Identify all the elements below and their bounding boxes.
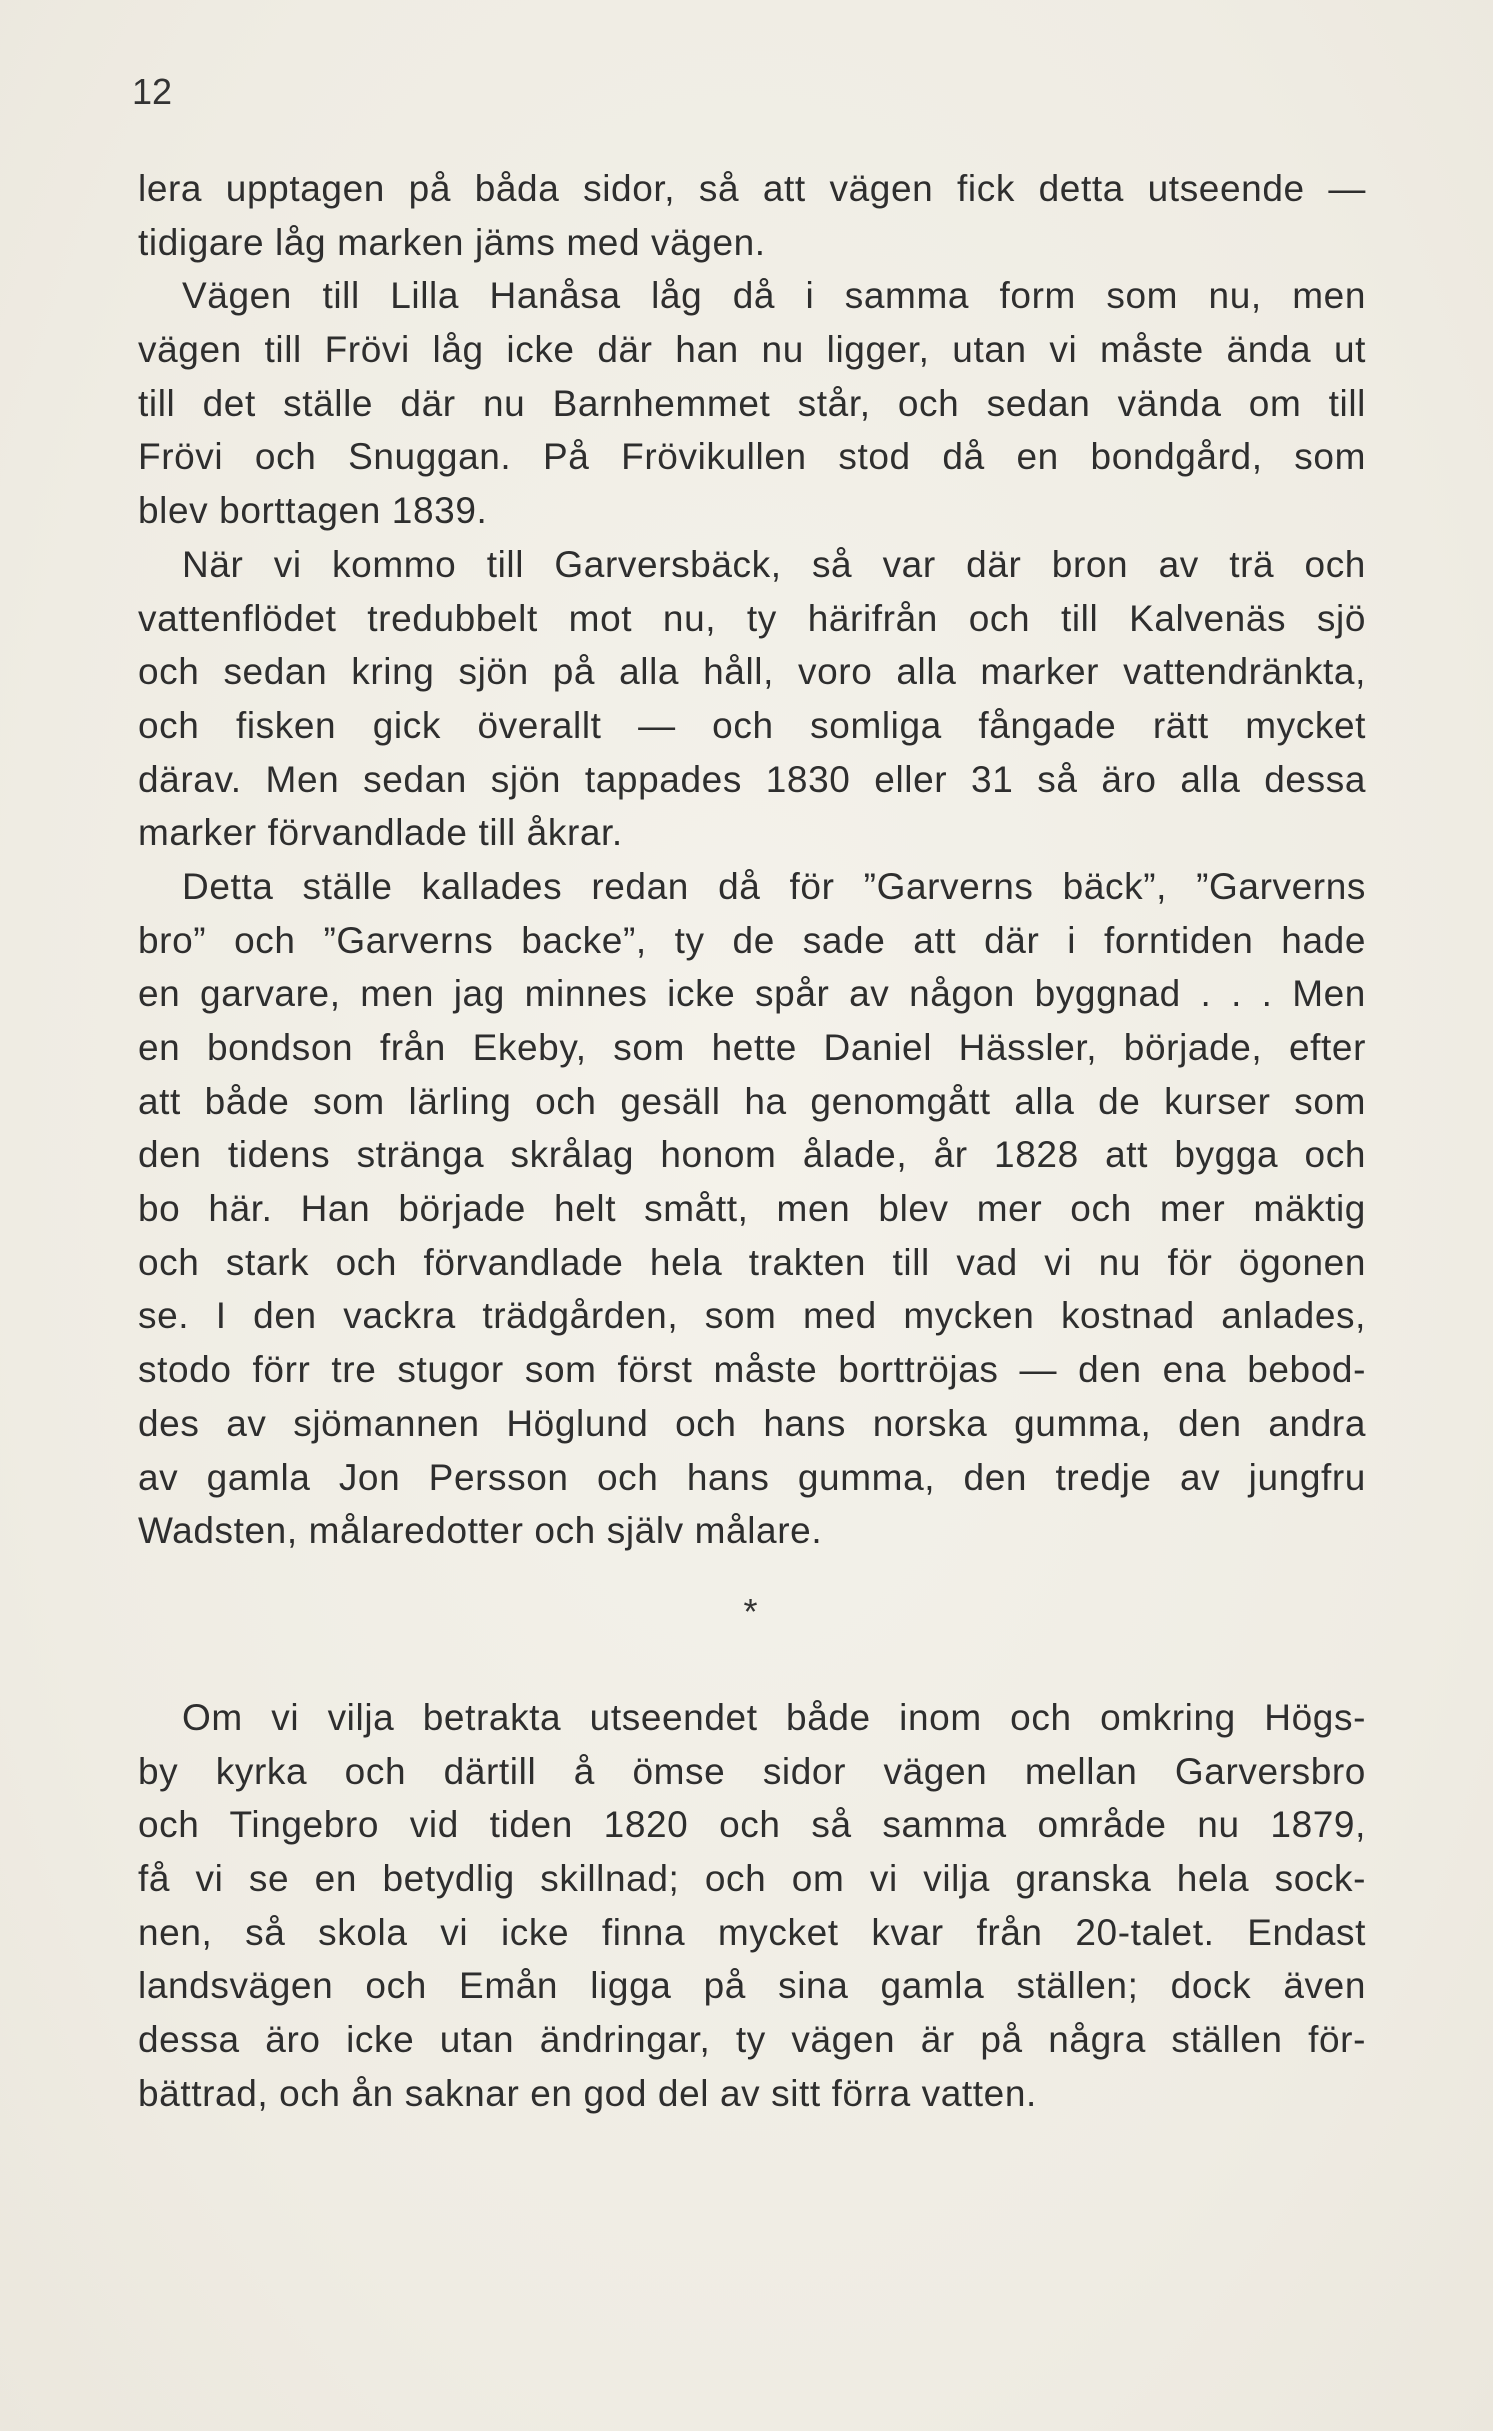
page-number: 12 <box>132 71 173 112</box>
text-line: Frövi och Snuggan. På Frövikullen stod då en bondgård, som <box>138 436 1366 478</box>
text-line: se. I den vackra trädgården, som med mycken kostnad anlades, <box>138 1295 1366 1337</box>
text-line: den tidens stränga skrålag honom ålade, år 1828 att bygga och <box>138 1134 1366 1176</box>
text-line: stodo förr tre stugor som först måste borttröjas — den ena bebod- <box>138 1349 1366 1391</box>
text-line: Detta ställe kallades redan då för ”Garverns bäck”, ”Garverns <box>182 865 1366 907</box>
text-line: Wadsten, målaredotter och själv målare. <box>138 1510 823 1552</box>
text-line: vägen till Frövi låg icke där han nu ligger, utan vi måste ända ut <box>138 329 1366 371</box>
text-line: av gamla Jon Persson och hans gumma, den tredje av jungfru <box>138 1456 1366 1498</box>
text-line: och stark och förvandlade hela trakten till vad vi nu för ögonen <box>138 1241 1366 1283</box>
text-line: dessa äro icke utan ändringar, ty vägen är på några ställen för- <box>138 2019 1366 2061</box>
text-line: bättrad, och ån saknar en god del av sitt förra vatten. <box>138 2072 1037 2114</box>
text-line: nen, så skola vi icke finna mycket kvar från 20-talet. Endast <box>138 1911 1366 1953</box>
text-section-1 <box>138 162 1366 1558</box>
text-line: marker förvandlade till åkrar. <box>138 812 623 854</box>
text-line: bo här. Han började helt smått, men blev mer och mer mäktig <box>138 1188 1366 1230</box>
text-line: och Tingebro vid tiden 1820 och så samma område nu 1879, <box>138 1804 1366 1846</box>
text-line: När vi kommo till Garversbäck, så var där bron av trä och <box>182 543 1366 585</box>
text-line: vattenflödet tredubbelt mot nu, ty härifrån och till Kalvenäs sjö <box>138 597 1366 639</box>
text-line: få vi se en betydlig skillnad; och om vi vilja granska hela sock- <box>138 1858 1366 1900</box>
text-line: en garvare, men jag minnes icke spår av någon byggnad . . . Men <box>138 973 1366 1015</box>
text-line: blev borttagen 1839. <box>138 490 488 532</box>
text-line: till det ställe där nu Barnhemmet står, och sedan vända om till <box>138 382 1366 424</box>
text-line: lera upptagen på båda sidor, så att vägen fick detta utseende — <box>138 168 1366 209</box>
section-separator-asterisk: * <box>743 1591 758 1632</box>
text-line: Om vi vilja betrakta utseendet både inom och omkring Högs- <box>182 1697 1366 1738</box>
text-line: Vägen till Lilla Hanåsa låg då i samma form som nu, men <box>182 275 1366 317</box>
text-line: att både som lärling och gesäll ha genomgått alla de kurser som <box>138 1080 1366 1122</box>
text-line: bro” och ”Garverns backe”, ty de sade att där i forntiden hade <box>138 919 1366 961</box>
text-line: by kyrka och därtill å ömse sidor vägen mellan Garversbro <box>138 1750 1366 1792</box>
text-line: därav. Men sedan sjön tappades 1830 eller 31 så äro alla dessa <box>138 758 1366 800</box>
text-line: och fisken gick överallt — och somliga fångade rätt mycket <box>138 704 1366 746</box>
text-line: tidigare låg marken jäms med vägen. <box>138 221 766 263</box>
text-section-2 <box>138 1691 1366 2121</box>
text-line: en bondson från Ekeby, som hette Daniel Hässler, började, efter <box>138 1027 1366 1068</box>
text-line: och sedan kring sjön på alla håll, voro alla marker vattendränkta, <box>138 651 1366 693</box>
text-line: des av sjömannen Höglund och hans norska gumma, den andra <box>138 1402 1366 1444</box>
text-line: landsvägen och Emån ligga på sina gamla ställen; dock även <box>138 1965 1366 2007</box>
